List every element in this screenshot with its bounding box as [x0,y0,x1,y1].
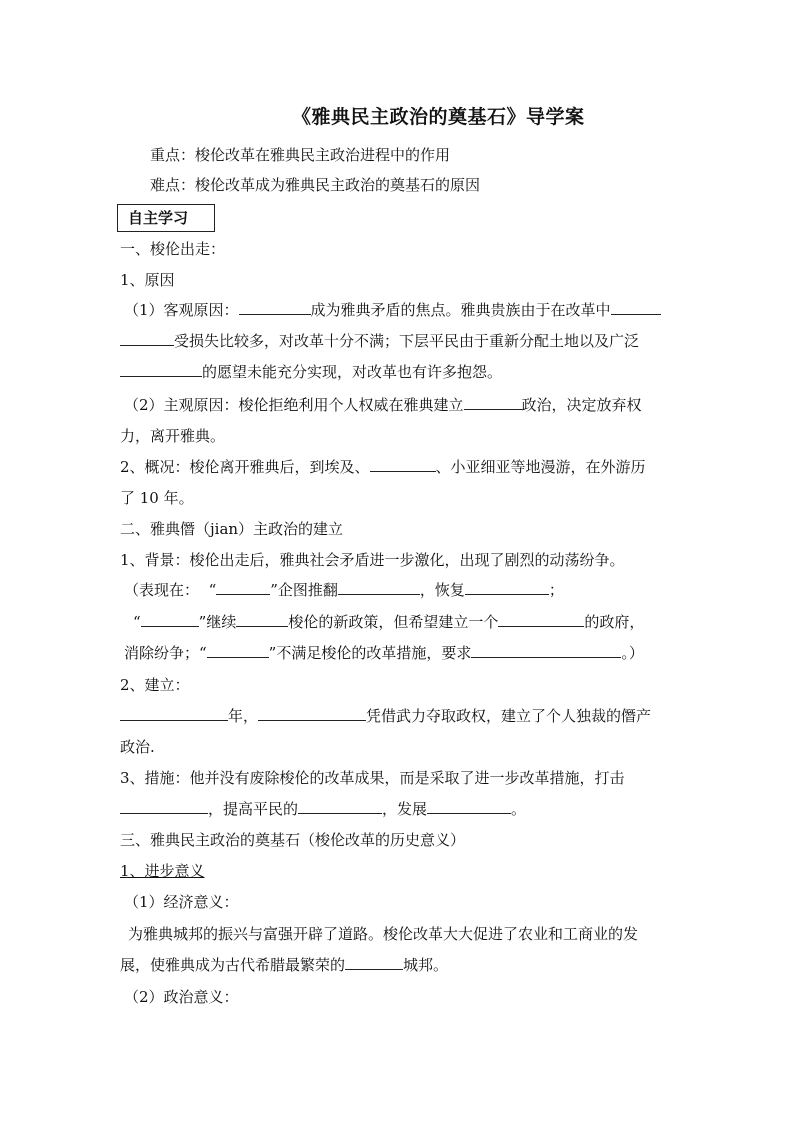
answer-blank[interactable] [298,799,382,814]
answer-blank[interactable] [345,955,403,970]
answer-blank[interactable] [338,580,420,595]
progress-significance: 1、进步意义 [120,862,205,880]
answer-blank[interactable] [120,799,208,814]
answer-blank[interactable] [498,612,584,627]
answer-blank[interactable] [239,300,311,315]
manifestation-line-2: “ ”继续 梭伦的新政策，但希望建立一个 的政府， [133,613,645,631]
answer-blank[interactable] [207,643,269,658]
section-1-heading: 一、梭伦出走： [120,240,226,258]
answer-blank[interactable] [427,799,511,814]
answer-blank[interactable] [120,706,228,721]
establishment-line-2: 政治. [120,738,155,756]
answer-blank[interactable] [471,643,621,658]
economic-text-line-1: 为雅典城邦的振兴与富强开辟了道路。梭伦改革大大促进了农业和工商业的发 [128,925,639,943]
answer-blank[interactable] [120,331,174,346]
overview-line-2: 了 10 年。 [120,489,194,507]
answer-blank[interactable] [611,300,661,315]
economic-text-line-2: 展，使雅典成为古代希腊最繁荣的 城邦。 [120,956,449,974]
overview-line-1: 2、概况：梭伦离开雅典后，到埃及、 、小亚细亚等地漫游，在外游历 [120,458,646,476]
answer-blank[interactable] [120,362,202,377]
answer-blank[interactable] [141,612,199,627]
measures-line-2: ，提高平民的 ，发展 。 [120,799,526,819]
answer-blank[interactable] [236,612,288,627]
measures-line-1: 3、措施：他并没有废除梭伦的改革成果，而是采取了进一步改革措施，打击 [120,769,625,787]
section-2-heading: 二、雅典僭（jian）主政治的建立 [120,520,344,538]
answer-blank[interactable] [216,580,270,595]
manifestation-line-3: 消除纷争；“ ”不满足梭伦的改革措施，要求 。） [124,644,644,662]
establishment-label: 2、建立： [120,676,190,694]
economic-significance: （1）经济意义： [124,893,239,911]
objective-cause-line-3: 的愿望未能充分实现，对改革也有许多抱怨。 [120,362,502,382]
objective-cause-line-1: （1）客观原因： 成为雅典矛盾的焦点。雅典贵族由于在改革中 [124,300,661,320]
manifestation-line-1: （表现在： “ ”企图推翻 ，恢复 ； [124,581,564,599]
subjective-cause-line-1: （2）主观原因：梭伦拒绝利用个人权威在雅典建立 政治，决定放弃权 [124,396,642,414]
answer-blank[interactable] [464,395,522,410]
answer-blank[interactable] [258,706,366,721]
objective-cause-line-2: 受损失比较多，对改革十分不满；下层平民由于重新分配土地以及广泛 [120,331,639,351]
answer-blank[interactable] [370,457,436,472]
item-cause: 1、原因 [120,271,175,289]
page-title: 《雅典民主政治的奠基石》导学案 [292,106,585,128]
background-line: 1、背景：梭伦出走后，雅典社会矛盾进一步激化，出现了剧烈的动荡纷争。 [120,551,625,569]
subjective-cause-line-2: 力，离开雅典。 [120,427,226,445]
answer-blank[interactable] [465,580,549,595]
self-study-box: 自主学习 [117,204,215,232]
difficult-point: 难点：梭伦改革成为雅典民主政治的奠基石的原因 [150,176,481,194]
political-significance: （2）政治意义： [124,988,239,1006]
key-point: 重点：梭伦改革在雅典民主政治进程中的作用 [150,146,451,164]
section-3-heading: 三、雅典民主政治的奠基石（梭伦改革的历史意义） [120,831,466,849]
establishment-line-1: 年， 凭借武力夺取政权，建立了个人独裁的僭产 [120,706,651,726]
